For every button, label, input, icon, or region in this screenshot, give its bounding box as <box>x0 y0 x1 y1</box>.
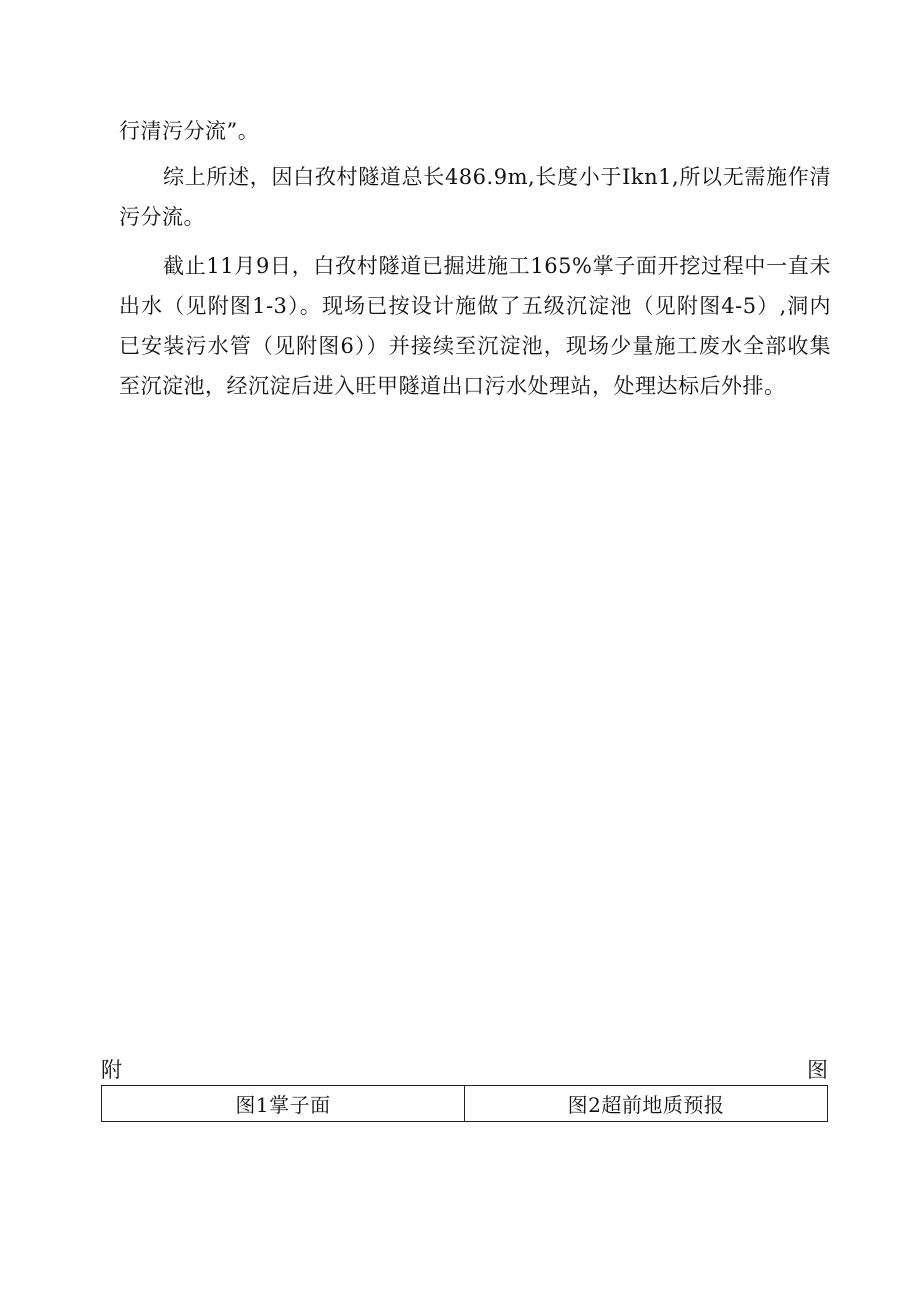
figure-caption-cell-1: 图1掌子面 <box>102 1086 465 1122</box>
appendix-heading <box>101 1053 828 1087</box>
appendix-heading-left: 附 <box>101 1058 122 1082</box>
figure-caption-cell-2: 图2超前地质预报 <box>465 1086 828 1122</box>
paragraph-summary: 综上所述，因白孜村隧道总长486.9m,长度小于Ikn1,所以无需施作清污分流。 <box>119 165 831 229</box>
figure-caption-table <box>101 1085 828 1122</box>
paragraph-continuation: 行清污分流”。 <box>119 119 260 143</box>
appendix-heading-right: 图 <box>807 1058 828 1082</box>
table-row <box>102 1086 828 1122</box>
paragraph-progress: 截止11月9日，白孜村隧道已掘进施工165%掌子面开挖过程中一直未出水（见附图1-3）。现场已按设计施做了五级沉淀池（见附图4-5）,洞内已安装污水管（见附图6））并接续至沉淀池，现场少量施工废水全部收集至沉淀池，经沉淀后进入旺甲隧道出口污水处理站，处理达标后外排。 <box>119 254 831 398</box>
